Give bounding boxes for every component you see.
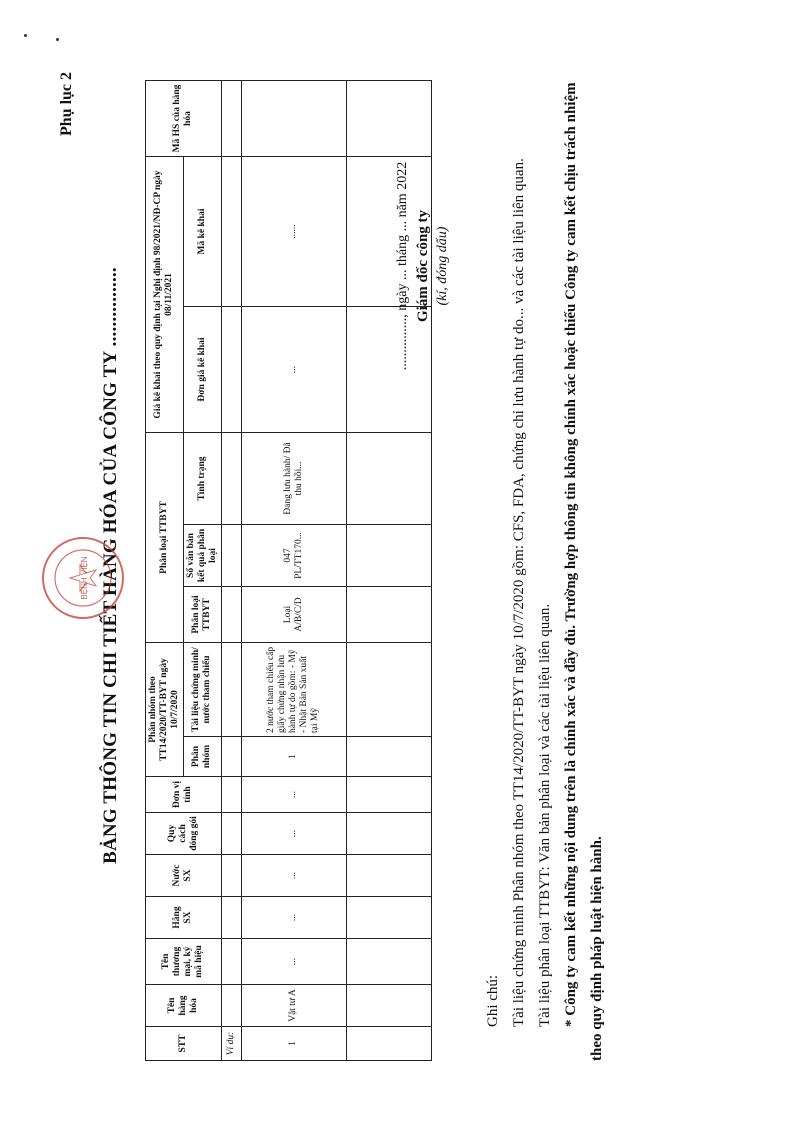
th-gia-group: Giá kê khai theo quy định tại Nghị định 98/2021/NĐ-CP ngày 08/11/2021	[146, 157, 184, 433]
cell-stt: 1	[241, 1027, 346, 1061]
cell-ma-ke-khai: ......	[241, 157, 346, 307]
th-nuoc-sx: Nước SX	[146, 855, 222, 897]
document-title: BẢNG THÔNG TIN CHI TIẾT HÀNG HÓA CỦA CÔNG TY ................	[100, 267, 121, 864]
signature-title: Giám đốc công ty	[415, 209, 431, 323]
cell-don-gia: ...	[241, 307, 346, 433]
th-ten-hang: Tên hàng hóa	[146, 985, 222, 1027]
th-don-vi: Đơn vị tính	[146, 777, 222, 813]
table-row	[241, 81, 346, 1061]
cell-tai-lieu: 2 nước tham chiếu cấp giấy chứng nhận lưu hành tự do gồm: - Mỹ - Nhật Bản Sản xuất tại Mỹ	[241, 643, 346, 737]
th-phan-loai-group: Phân loại TTBYT	[146, 433, 184, 643]
cell-nuoc-sx: ...	[241, 855, 346, 897]
notes-line-2: Tài liệu phân loại TTBYT: Văn bản phân loại và các tài liệu liên quan.	[537, 603, 553, 1027]
cell-ma-hs	[241, 81, 346, 157]
th-ten-thuong-mai: Tên thương mại, ký mã hiệu	[146, 939, 222, 985]
appendix-label: Phụ lục 2	[58, 71, 75, 136]
th-tai-lieu: Tài liệu chứng minh/ nước tham chiếu	[183, 643, 221, 737]
th-phan-loai: Phân loại TTBYT	[183, 587, 221, 643]
cell-so-van-ban: 047 PL/TT170...	[241, 525, 346, 587]
th-quy-cach: Quy cách đóng gói	[146, 813, 222, 855]
th-phan-nhom: Phân nhóm	[183, 737, 221, 777]
signature-date: ..............., ngày ... tháng ... năm 2022	[395, 161, 410, 371]
th-don-gia: Đơn giá kê khai	[183, 307, 221, 433]
th-tinh-trang: Tình trạng	[183, 433, 221, 525]
notes-heading: Ghi chú:	[485, 974, 501, 1027]
cell-hang-sx: ...	[241, 897, 346, 939]
svg-text:BỆNH VIỆN: BỆNH VIỆN	[80, 556, 89, 600]
goods-table	[145, 80, 432, 1061]
cell-don-vi: ...	[241, 777, 346, 813]
th-phan-nhom-group: Phân nhóm theo TT14/2020/TT-BYT ngày 10/7/2020	[146, 643, 184, 777]
cell-ten-thuong-mai: ...	[241, 939, 346, 985]
cell-phan-loai: Loại A/B/C/D	[241, 587, 346, 643]
cell-tinh-trang: Đang lưu hành/ Đã thu hồi...	[241, 433, 346, 525]
signature-note: (kí, đóng dấu)	[435, 226, 450, 306]
th-so-van-ban: Số văn bản kết quả phân loại	[183, 525, 221, 587]
signature-block	[395, 101, 451, 431]
red-stamp	[40, 535, 126, 621]
th-hang-sx: Hãng SX	[146, 897, 222, 939]
cell-phan-nhom: 1	[241, 737, 346, 777]
cell-quy-cach: ...	[241, 813, 346, 855]
example-label: Ví dụ:	[221, 1027, 241, 1061]
notes-section	[480, 71, 610, 1061]
notes-line-1: Tài liệu chứng minh Phân nhóm theo TT14/2020/TT-BYT ngày 10/7/2020 gồm: CFS, FDA, chứng chỉ lưu hành tự do... và các tài liệu liên quan.	[511, 158, 527, 1027]
notes-line-3: * Công ty cam kết những nội dung trên là chính xác và đầy đủ. Trường hợp thông tin không chính xác hoặc thiếu Công ty cam kết chịu trách nhiệm theo quy định pháp luật hiện hành.	[563, 82, 605, 1061]
cell-ten-hang: Vật tư A	[241, 985, 346, 1027]
header-row-1	[146, 81, 184, 1061]
th-ma-hs: Mã HS của hàng hóa	[146, 81, 222, 157]
th-stt: STT	[146, 1027, 222, 1061]
th-ma-ke-khai: Mã kê khai	[183, 157, 221, 307]
table-row-example	[221, 81, 241, 1061]
